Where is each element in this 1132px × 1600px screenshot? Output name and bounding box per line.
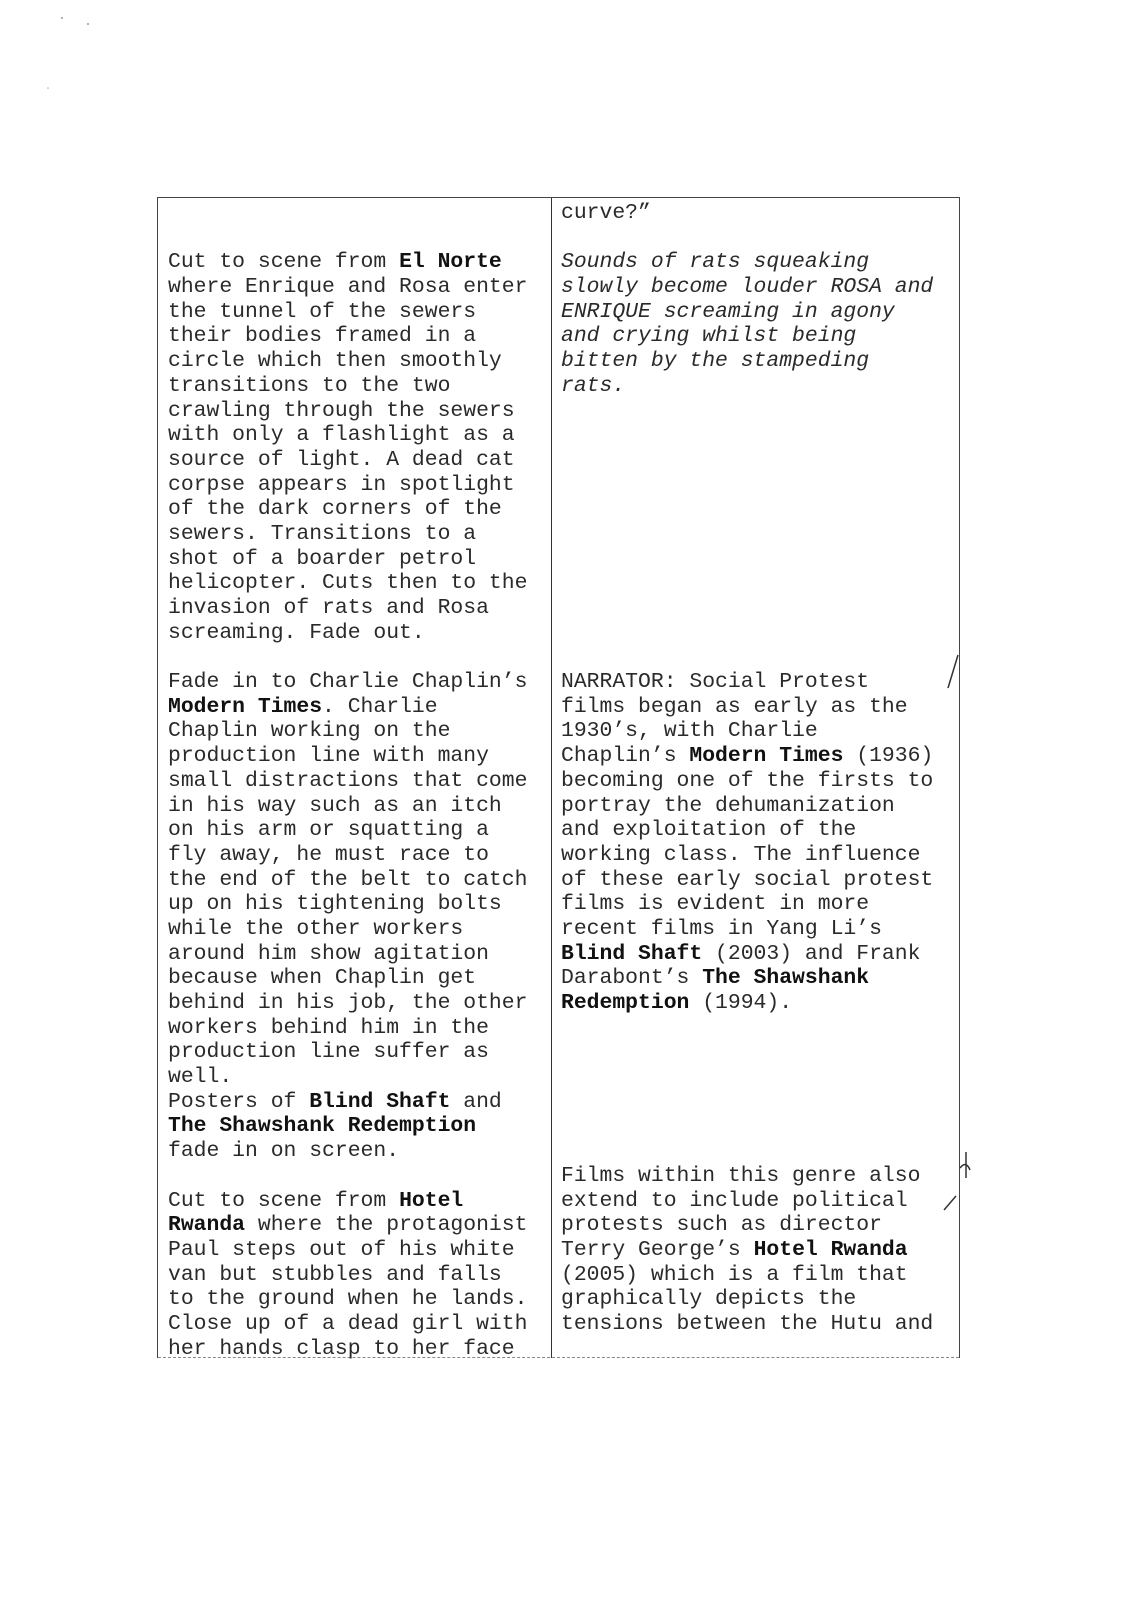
text-segment: where the protagonist	[245, 1213, 528, 1238]
text-segment: on his arm or squatting a	[168, 818, 489, 843]
text-segment: and	[450, 1089, 502, 1114]
text-segment: screaming. Fade out.	[168, 620, 425, 645]
text-segment: because when Chaplin get	[168, 966, 477, 991]
text-segment: while the other workers	[168, 916, 464, 941]
text-segment: corpse appears in spotlight	[168, 472, 515, 497]
text-segment: transitions to the two	[168, 373, 451, 398]
text-segment: Close up of a dead girl with	[168, 1311, 528, 1336]
text-segment: up on his tightening bolts	[168, 892, 502, 917]
text-segment: 1930’s, with Charlie	[561, 719, 818, 744]
text-segment: (1936)	[843, 744, 934, 769]
sound-direction: and crying whilst being	[561, 324, 857, 349]
text-segment: sewers. Transitions to a	[168, 521, 477, 546]
film-title: Rwanda	[168, 1213, 246, 1238]
text-segment: where Enrique and Rosa enter	[168, 275, 528, 300]
film-title: Blind Shaft	[561, 941, 703, 966]
text-segment: the tunnel of the sewers	[168, 299, 477, 324]
text-segment: Cut to scene from	[168, 1188, 400, 1213]
text-segment: extend to include political	[561, 1188, 908, 1213]
text-segment: curve?”	[561, 201, 651, 225]
text-segment: source of light. A dead cat	[168, 447, 515, 472]
text-segment: protests such as director	[561, 1213, 882, 1238]
text-segment: around him show agitation	[168, 941, 489, 966]
text-segment: Fade in to Charlie Chaplin’s	[168, 670, 528, 695]
text-segment: Paul steps out of his white	[168, 1237, 515, 1262]
sound-direction: Sounds of rats squeaking	[561, 250, 870, 275]
text-segment: (2005) which is a film that	[561, 1262, 908, 1287]
film-title: Modern Times	[689, 744, 844, 769]
text-segment: films began as early as the	[561, 694, 908, 719]
text-segment: their bodies framed in a	[168, 324, 477, 349]
text-segment: becoming one of the firsts to	[561, 768, 934, 793]
text-segment: and exploitation of the	[561, 818, 857, 843]
text-segment: van but stubbles and falls	[168, 1262, 502, 1287]
text-segment: Chaplin working on the	[168, 719, 451, 744]
text-segment: recent films in Yang Li’s	[561, 916, 882, 941]
text-segment: crawling through the sewers	[168, 398, 515, 423]
text-segment: of these early social protest	[561, 867, 934, 892]
text-segment: the end of the belt to catch	[168, 867, 528, 892]
text-segment: (1994).	[689, 991, 793, 1015]
sound-direction: rats.	[561, 373, 626, 398]
text-segment: Cut to scene from	[168, 250, 400, 275]
text-segment: Chaplin’s	[561, 744, 690, 769]
text-segment: films is evident in more	[561, 892, 870, 917]
film-title: The Shawshank Redemption	[168, 1114, 477, 1139]
text-segment: (2003) and Frank	[702, 941, 921, 966]
text-segment: of the dark corners of the	[168, 497, 502, 522]
scan-speck	[61, 17, 63, 19]
text-segment: small distractions that come	[168, 768, 528, 793]
sound-direction: slowly become louder ROSA and	[561, 275, 934, 300]
film-title: Hotel	[399, 1188, 464, 1213]
text-segment: Posters of	[168, 1089, 310, 1114]
text-segment: production line suffer as	[168, 1040, 489, 1065]
text-segment: in his way such as an itch	[168, 793, 502, 818]
text-segment: to the ground when he lands.	[168, 1287, 528, 1312]
film-title: Redemption	[561, 991, 690, 1015]
text-segment: her hands clasp to her face	[168, 1336, 515, 1361]
text-segment: . Charlie	[322, 694, 438, 719]
text-segment: fade in on screen.	[168, 1139, 400, 1164]
text-segment: invasion of rats and Rosa	[168, 596, 489, 620]
text-segment: NARRATOR: Social Protest	[561, 670, 870, 695]
text-segment: Terry George’s	[561, 1237, 754, 1262]
text-segment: well.	[168, 1065, 233, 1090]
film-title: The Shawshank	[702, 966, 870, 991]
pen-slash-mark	[944, 1196, 956, 1210]
film-title: El Norte	[399, 250, 502, 275]
sound-direction: ENRIQUE screaming in agony	[561, 299, 895, 324]
pen-tick-mark	[948, 655, 958, 688]
film-title: Blind Shaft	[309, 1089, 451, 1114]
text-segment: tensions between the Hutu and	[561, 1311, 934, 1336]
text-segment: graphically depicts the	[561, 1287, 857, 1312]
text-segment: production line with many	[168, 744, 489, 769]
text-segment: fly away, he must race to	[168, 842, 489, 867]
text-segment: circle which then smoothly	[168, 349, 502, 374]
sound-direction: bitten by the stampeding	[561, 349, 870, 374]
text-segment: helicopter. Cuts then to the	[168, 571, 528, 596]
text-segment: behind in his job, the other	[168, 991, 528, 1015]
scan-speck	[47, 87, 49, 89]
text-segment: workers behind him in the	[168, 1015, 489, 1040]
film-title: Modern Times	[168, 694, 323, 719]
film-title: Hotel Rwanda	[753, 1237, 908, 1262]
text-segment: Darabont’s	[561, 966, 703, 991]
text-segment: Films within this genre also	[561, 1163, 921, 1188]
text-segment: with only a flashlight as a	[168, 423, 515, 448]
text-segment: working class. The influence	[561, 842, 921, 867]
text-segment: shot of a boarder petrol	[168, 546, 477, 571]
text-segment: portray the dehumanization	[561, 793, 895, 818]
pen-hook-mark	[960, 1152, 970, 1178]
scan-speck	[87, 23, 89, 25]
